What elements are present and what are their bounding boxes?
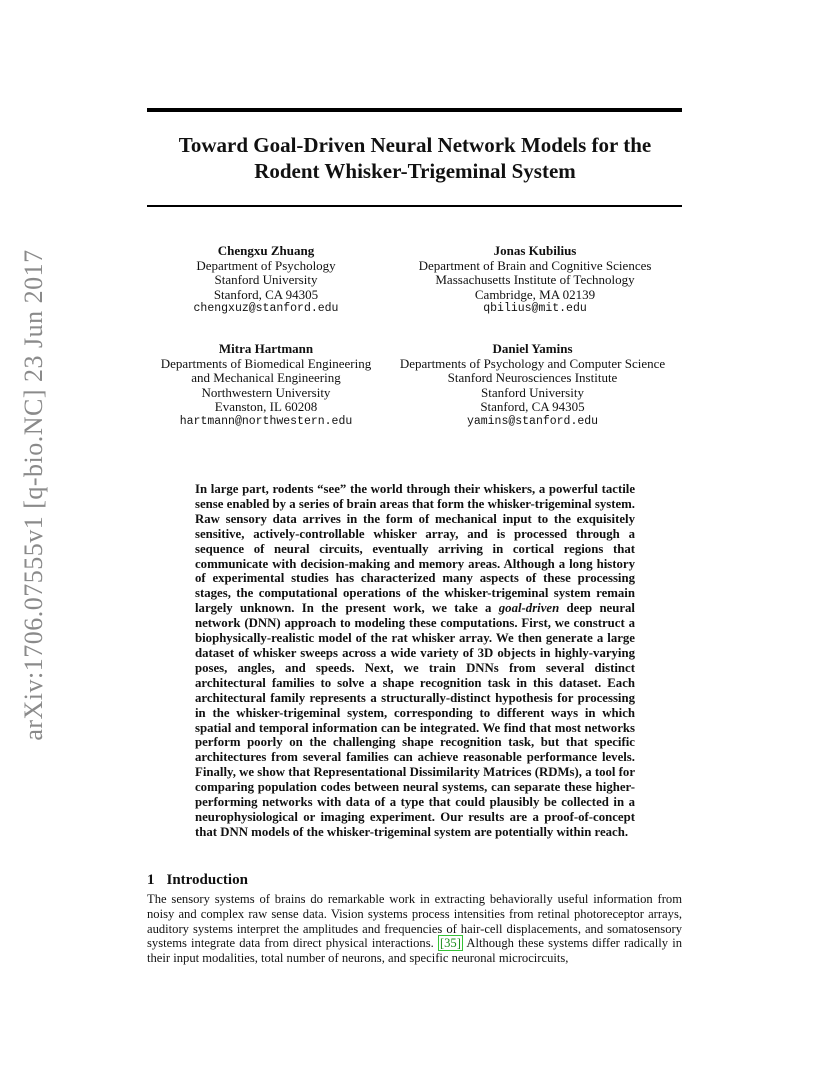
author-affiliation: Departments of Psychology and Computer Science: [399, 355, 666, 371]
author-email: yamins@stanford.edu: [466, 414, 599, 428]
title-line-1: Toward Goal-Driven Neural Network Models for the: [178, 133, 652, 157]
author-email: hartmann@northwestern.edu: [179, 414, 353, 428]
arxiv-sidebar: [14, 249, 54, 741]
abstract-emphasis: goal-driven: [498, 601, 560, 616]
author-block-zhuang: [155, 244, 377, 317]
arxiv-identifier: arXiv:1706.07555v1 [q-bio.NC] 23 Jun 2017: [19, 249, 48, 741]
author-block-hartmann: [150, 342, 382, 430]
section-title: Introduction: [166, 872, 248, 888]
title-line-2: Rodent Whisker-Trigeminal System: [254, 159, 576, 183]
section-heading-introduction: [147, 872, 248, 889]
author-email: qbilius@mit.edu: [483, 302, 587, 316]
section-number: 1: [147, 872, 155, 888]
author-affiliation: Department of Psychology: [196, 257, 336, 273]
author-name: Daniel Yamins: [492, 341, 573, 356]
author-block-yamins: [380, 342, 685, 430]
author-email: chengxuz@stanford.edu: [193, 302, 339, 316]
abstract-text-1: In large part, rodents “see” the world through their whiskers, a powerful tactile sense enabled by a series of brain areas that form the whisker-trigeminal system. Raw sensory data arrives in the form of mechanical input to the exquisitely sensitive, actively-controllable whisker array, and is processed through a sequence of neural circuits, eventually arriving in cortical regions that communicate with decision-making and memory areas. Although a long history of experimental studies has characterized many aspects of these processing stages, the computational operations of the whisker-trigeminal system remain largely unknown. In the present work, we take a: [195, 482, 635, 616]
author-affiliation: Stanford University: [481, 384, 584, 400]
author-affiliation: Stanford, CA 94305: [480, 399, 585, 415]
author-affiliation: Massachusetts Institute of Technology: [435, 272, 635, 288]
author-affiliation: Stanford University: [214, 272, 318, 288]
title-top-rule: [147, 108, 682, 112]
intro-text-2: Although these systems differ radically in their input modalities, total number of neurons, and specific neuronal microcircuits,: [147, 936, 683, 966]
author-name: Mitra Hartmann: [218, 341, 314, 356]
abstract-paragraph: [195, 482, 635, 840]
author-affiliation: Evanston, IL 60208: [214, 399, 318, 415]
author-affiliation: Cambridge, MA 02139: [474, 286, 596, 302]
abstract-text-2: deep neural network (DNN) approach to modeling these computations. First, we construct a biophysically-realistic model of the rat whisker array. We then generate a large dataset of whisker sweeps across a wide variety of 3D objects in highly-varying poses, angles, and speeds. Next, we train DNNs from several distinct architectural families to solve a shape recognition task in this dataset. Each architectural family represents a structurally-distinct hypothesis for processing in the whisker-trigeminal system, corresponding to different ways in which spatial and temporal information can be integrated. We find that most networks perform poorly on the challenging shape recognition task, but that specific architectures from several families can achieve reasonable performance levels. Finally, we show that Representational Dissimilarity Matrices (RDMs), a tool for comparing population codes between neural systems, can separate these higher-performing networks with data of a type that could plausibly be collected in a neurophysiological or imaging experiment. Our results are a proof-of-concept that DNN models of the whisker-trigeminal system are potentially within reach.: [195, 601, 635, 839]
author-affiliation: Northwestern University: [201, 384, 331, 400]
author-affiliation: Department of Brain and Cognitive Sciences: [418, 257, 652, 273]
paper-title: [130, 132, 700, 184]
author-affiliation: Departments of Biomedical Engineering: [160, 355, 372, 371]
author-name: Jonas Kubilius: [493, 243, 577, 258]
author-affiliation: and Mechanical Engineering: [191, 370, 341, 386]
citation-link[interactable]: [35]: [439, 936, 461, 951]
author-affiliation: Stanford, CA 94305: [213, 286, 319, 302]
intro-text-1: The sensory systems of brains do remarkable work in extracting behaviorally useful information from noisy and complex raw sense data. Vision systems process intensities from retinal photoreceptor arrays, auditory systems interpret the amplitudes and frequencies of hair-cell displacements, and somatosensory systems integrate data from direct physical interactions.: [147, 892, 682, 951]
author-affiliation: Stanford Neurosciences Institute: [447, 370, 618, 386]
author-name: Chengxu Zhuang: [217, 243, 315, 258]
title-bottom-rule: [147, 205, 682, 207]
author-block-kubilius: [385, 244, 685, 317]
introduction-paragraph: [147, 892, 682, 966]
